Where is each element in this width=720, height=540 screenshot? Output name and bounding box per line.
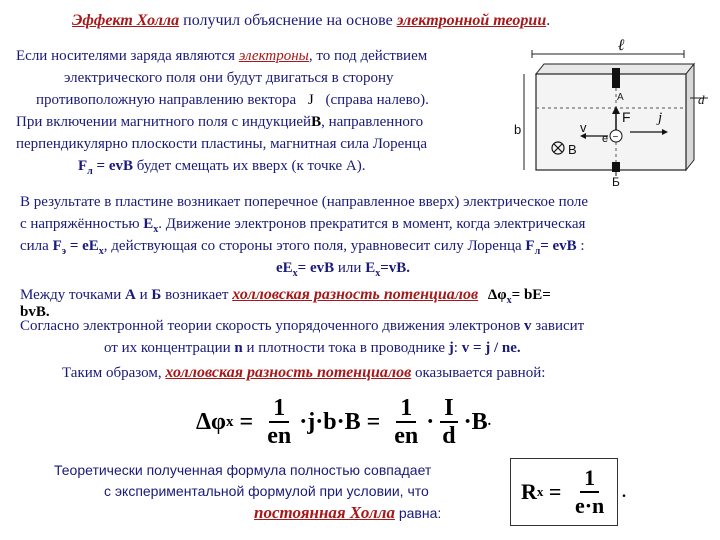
para6-line1: Теоретически полученная формула полностью совпадает: [54, 462, 432, 478]
vector-b: B: [311, 114, 322, 130]
vector-j: J: [307, 92, 314, 108]
para2-line2: с напряжённостью $E_x$. Движение электронов прекратится в момент, когда электрическая: [20, 216, 586, 235]
title-middle: получил объяснение на основе: [179, 12, 397, 29]
para4-line2: от их концентрации n и плотности тока в проводнике j: v = j / ne.: [104, 340, 521, 356]
para3-tail: bvB.: [20, 304, 50, 320]
para5: Таким образом, холловская разность потенциалов оказывается равной:: [62, 364, 546, 381]
hall-constant-formula: R x = $\frac{1}{e\cdot n}$: [521, 465, 605, 518]
para2-line1: В результате в пластине возникает поперечное (направленное вверх) электрическое поле: [20, 194, 589, 210]
label-j: j: [658, 110, 663, 126]
para1-line5: перпендикулярно плоскости пластины, магнитная сила Лоренца: [16, 136, 427, 152]
hall-voltage-formula: Δφ x = $\frac{1}{en}$ ·j·b·B = $\frac{1}{en}$ · $\frac{I}{d}$ ·B .: [196, 395, 492, 449]
para6-line3: постоянная Холла равна:: [254, 503, 442, 522]
label-a: А: [617, 92, 624, 103]
label-bottom: Б: [612, 175, 620, 189]
contact-a: [612, 68, 620, 88]
label-thickness-d: d: [698, 92, 705, 107]
hall-constant-formula-box: [510, 458, 618, 526]
label-v: v: [580, 120, 587, 135]
title-theory: электронной теории: [396, 12, 547, 29]
plate: [536, 74, 686, 170]
label-b-field: B: [568, 142, 577, 157]
title-effect: Эффект Холла: [72, 12, 180, 29]
electrons-term: электроны: [238, 48, 309, 64]
electron-sign: −: [612, 132, 619, 143]
hall-plate-diagram: [514, 36, 714, 189]
para1-line4: При включении магнитного поля с индукциейB, направленного: [16, 114, 424, 130]
formula2-end: .: [622, 484, 626, 501]
label-length: ℓ: [618, 37, 625, 54]
hall-potential-term: холловская разность потенциалов: [232, 286, 479, 303]
para1-line6: $F_л$ = evB будет смещать их вверх (к точке А).: [78, 158, 366, 177]
para1-line3: противоположную направлению вектора J (справа налево).: [36, 92, 429, 108]
page-title: Эффект Холла получил объяснение на основе электронной теории.: [72, 12, 551, 29]
label-f: F: [622, 109, 631, 125]
para3: Между точками А и Б возникает холловская разность потенциалов $\Delta\varphi_x= bE=$: [20, 286, 551, 306]
para1-line1: Если носителями заряда являются электроны, то под действием: [16, 48, 428, 64]
para1-line2: электрического поля они будут двигаться в сторону: [64, 70, 394, 86]
para6-line2: с экспериментальной формулой при условии, что: [104, 483, 429, 499]
label-e: e: [602, 133, 609, 145]
para4-line1: Согласно электронной теории скорость упорядоченного движения электронов v зависит: [20, 318, 585, 334]
hall-constant-term: постоянная Холла: [254, 503, 395, 522]
para2-line4: $eE_x=$ evB или $E_x=vB$.: [276, 260, 411, 279]
para2-line3: сила $F_э = eE_x$, действующая со стороны этого поля, уравновесит силу Лоренца $F_л=$ evB :: [20, 238, 585, 257]
label-width-b: b: [514, 122, 522, 137]
